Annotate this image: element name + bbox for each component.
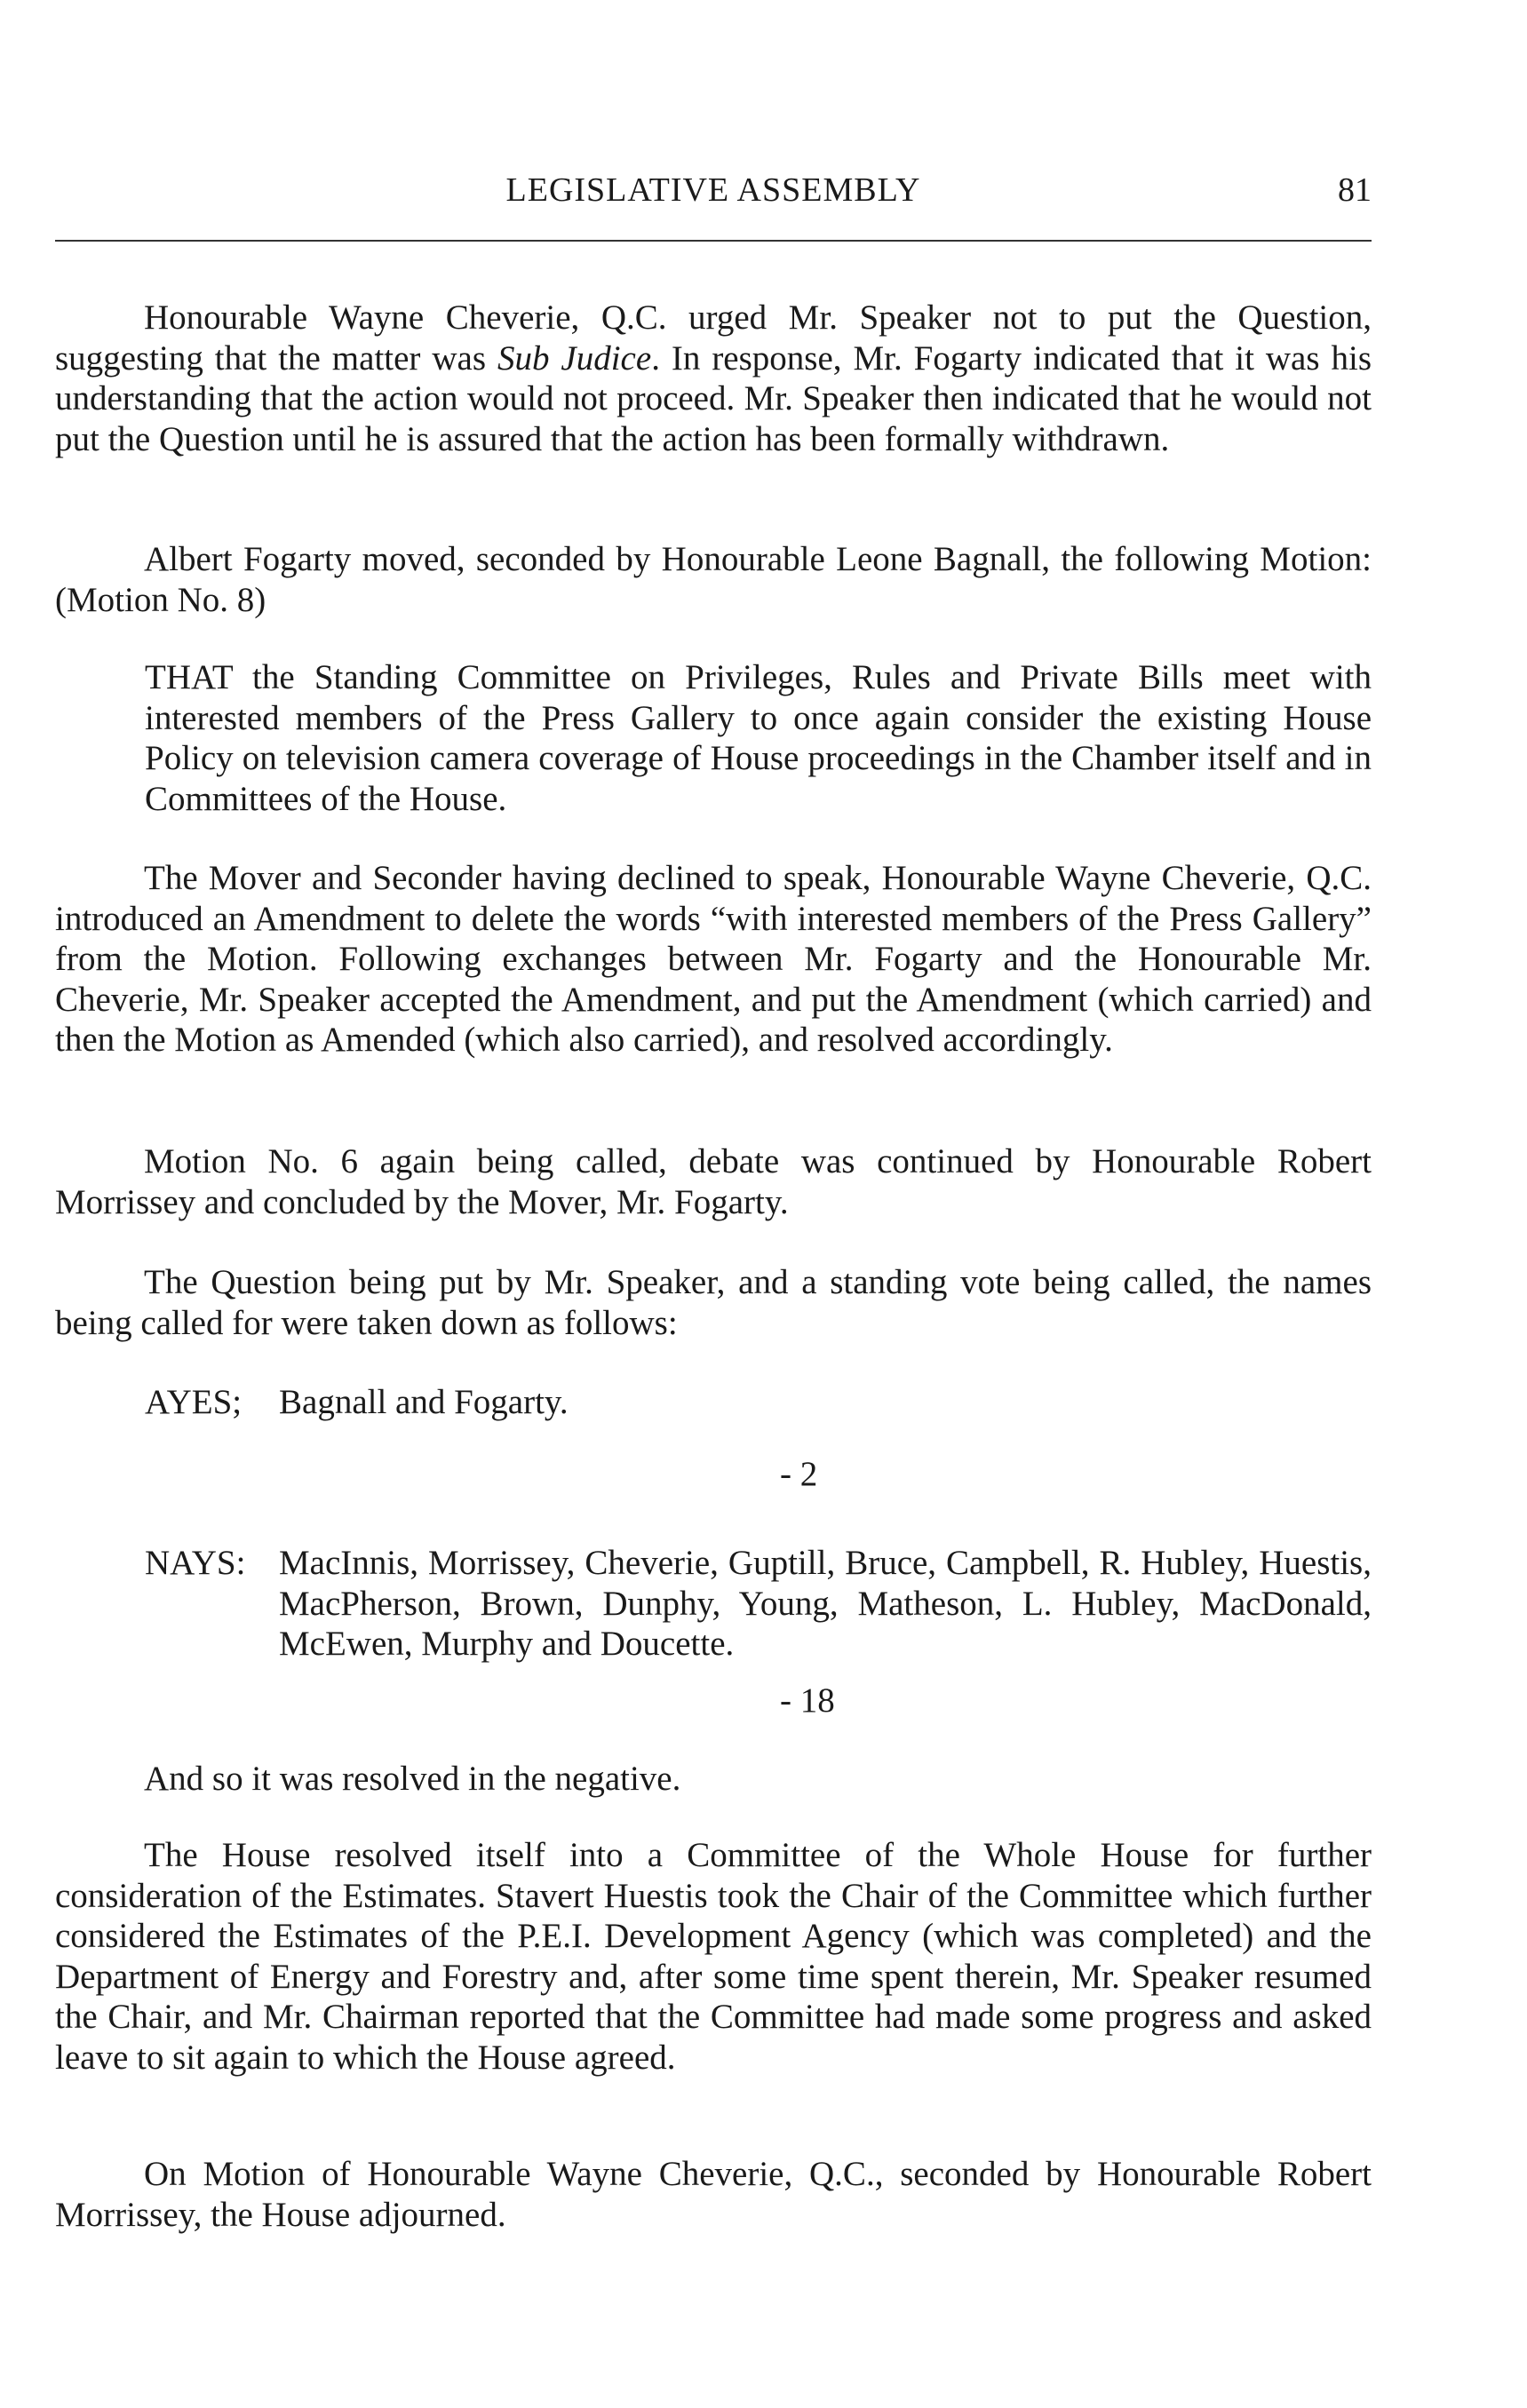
- paragraph-question: The Question being put by Mr. Speaker, and a standing vote being called, the names being called for were taken down as follows:: [55, 1263, 1372, 1342]
- motion-text: THAT the Standing Committee on Privileges, Rules and Private Bills meet with interested members of the Press Gallery to once again consider the existing House Policy on television camera coverage of House proceedings in the Chamber itself and in Committees of the House.: [145, 658, 1372, 818]
- paragraph-motion-six: Motion No. 6 again being called, debate was continued by Honourable Robert Morrissey and concluded by the Mover, Mr. Fogarty.: [55, 1142, 1372, 1221]
- ayes-label: AYES;: [145, 1383, 243, 1421]
- paragraph-resolved-negative: And so it was resolved in the negative.: [144, 1760, 681, 1798]
- nays-count: - 18: [780, 1681, 835, 1720]
- ayes-count: - 2: [780, 1455, 818, 1493]
- paragraph-motion-intro: Albert Fogarty moved, seconded by Honourable Leone Bagnall, the following Motion: (Motion No. 8): [55, 540, 1372, 619]
- paragraph-text: . In response, Mr. Fogarty indicated that it was his understanding that the action would not proceed. Mr. Speaker then indicated that he would not put the Question until he is assured that the action has been formally withdrawn.: [55, 338, 1372, 458]
- page-title: LEGISLATIVE ASSEMBLY: [505, 171, 921, 209]
- page-header: [55, 171, 1372, 224]
- paragraph-text: Honourable Wayne Cheverie, Q.C. urged Mr. Speaker not to put the Question, suggesting that the matter was: [55, 298, 1372, 377]
- header-divider: [55, 240, 1372, 242]
- paragraph-amendment: The Mover and Seconder having declined to speak, Honourable Wayne Cheverie, Q.C. introduced an Amendment to delete the words “with interested members of the Press Gallery” from the Motion. Following exchanges between Mr. Fogarty and the Honourable Mr. Cheverie, Mr. Speaker accepted the Amendment, and put the Amendment (which carried) and then the Motion as Amended (which also carried), and resolved accordingly.: [55, 859, 1372, 1059]
- paragraph-adjournment: On Motion of Honourable Wayne Cheverie, Q.C., seconded by Honourable Robert Morrissey, the House adjourned.: [55, 2155, 1372, 2234]
- nays-label: NAYS:: [145, 1544, 246, 1582]
- paragraph-sub-judice: [55, 298, 1372, 459]
- ayes-names: Bagnall and Fogarty.: [279, 1383, 569, 1421]
- italic-term: Sub Judice: [497, 338, 652, 377]
- nays-names: MacInnis, Morrissey, Cheverie, Guptill, Bruce, Campbell, R. Hubley, Huestis, MacPherson, Brown, Dunphy, Young, Matheson, L. Hubley, MacDonald, McEwen, Murphy and Doucette.: [279, 1544, 1372, 1663]
- paragraph-committee: The House resolved itself into a Committee of the Whole House for further consideration of the Estimates. Stavert Huestis took the Chair of the Committee which further considered the Estimates of the P.E.I. Development Agency (which was completed) and the Department of Energy and Forestry and, after some time spent therein, Mr. Speaker resumed the Chair, and Mr. Chairman reported that the Committee had made some progress and asked leave to sit again to which the House agreed.: [55, 1836, 1372, 2077]
- page-number: 81: [1338, 171, 1372, 209]
